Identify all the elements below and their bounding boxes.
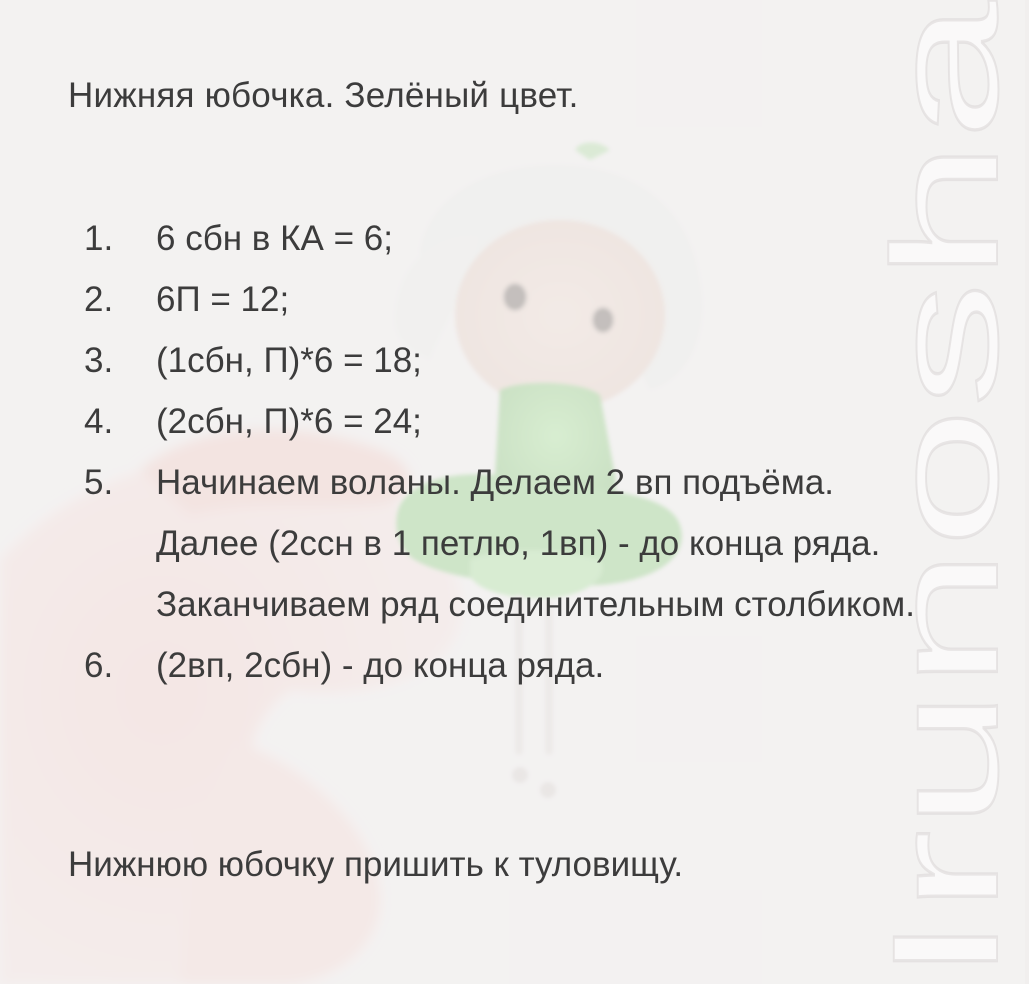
step-number: 6.	[84, 646, 114, 685]
closing-instruction: Нижнюю юбочку пришить к туловищу.	[68, 845, 684, 884]
watermark-text: Irunosha	[861, 400, 1029, 984]
step-item	[84, 635, 924, 696]
step-text: 6 сбн в КА = 6;	[156, 219, 393, 258]
steps-list	[84, 208, 924, 696]
step-text: 6П = 12;	[156, 280, 290, 319]
step-text: (2сбн, П)*6 = 24;	[156, 402, 422, 441]
step-number: 3.	[84, 341, 114, 380]
step-number: 1.	[84, 219, 114, 258]
step-number: 2.	[84, 280, 114, 319]
section-heading: Нижняя юбочка. Зелёный цвет.	[68, 76, 579, 115]
step-item	[84, 452, 924, 635]
step-text: (1сбн, П)*6 = 18;	[156, 341, 422, 380]
step-item	[84, 391, 924, 452]
step-item	[84, 208, 924, 269]
step-item	[84, 269, 924, 330]
step-text: Начинаем воланы. Делаем 2 вп подъёма. Далее (2ссн в 1 петлю, 1вп) - до конца ряда. Заканчиваем ряд соединительным столбиком.	[156, 463, 915, 624]
step-text: (2вп, 2сбн) - до конца ряда.	[156, 646, 605, 685]
step-item	[84, 330, 924, 391]
step-number: 4.	[84, 402, 114, 441]
step-number: 5.	[84, 463, 114, 502]
